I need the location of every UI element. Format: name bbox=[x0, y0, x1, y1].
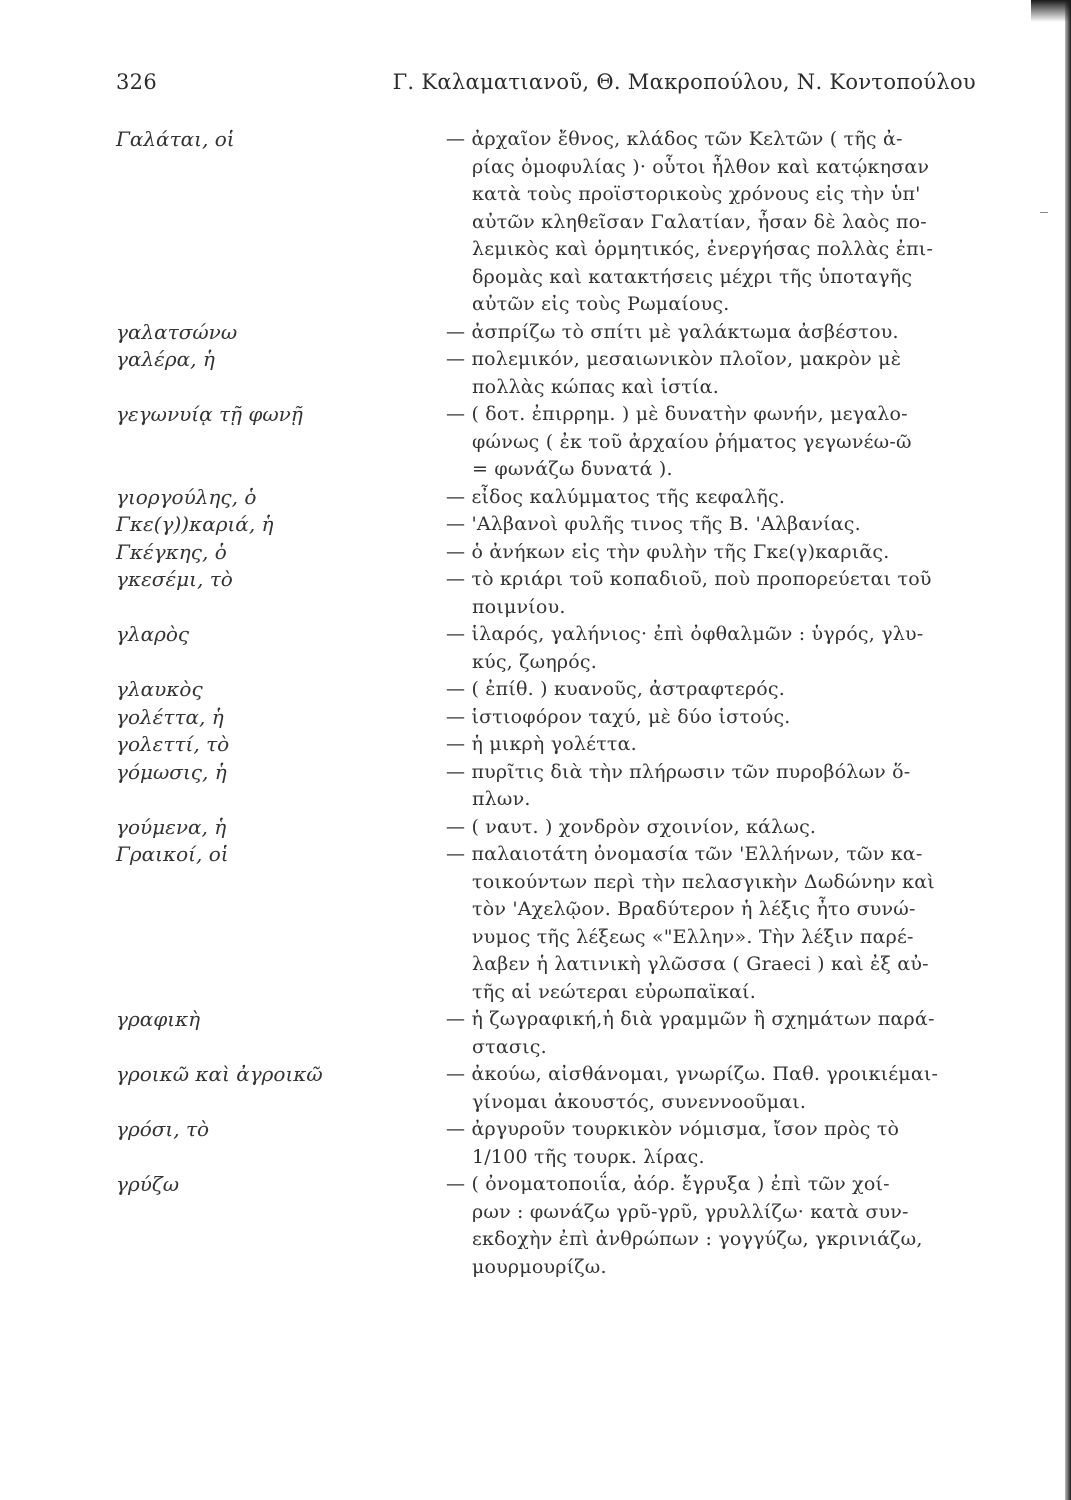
definition-line: εκδοχὴν ἐπὶ ἀνθρώπων : γογγύζω, γκρινιάζω, bbox=[472, 1228, 923, 1250]
definition-line: — ( δοτ. ἐπιρρημ. ) μὲ δυνατὴν φωνήν, μεγαλο- bbox=[446, 403, 908, 425]
definition-line: 1/100 τῆς τουρκ. λίρας. bbox=[472, 1145, 705, 1168]
definition-line: — παλαιοτάτη ὀνομασία τῶν 'Ελλήνων, τῶν κα- bbox=[446, 843, 923, 865]
entry-headword: Γαλάται, οἱ bbox=[116, 127, 235, 151]
glossary-entry bbox=[116, 1116, 980, 1171]
definition-line: — ἀρχαῖον ἔθνος, κλάδος τῶν Κελτῶν ( τῆς ἀ- bbox=[446, 128, 903, 150]
glossary-entry bbox=[116, 566, 980, 621]
definition-line: — ἱστιοφόρον ταχύ, μὲ δύο ἱστούς. bbox=[446, 705, 791, 728]
entry-definition bbox=[446, 319, 980, 347]
definition-line: μουρμουρίζω. bbox=[472, 1255, 607, 1278]
entry-definition bbox=[446, 759, 980, 814]
entry-definition bbox=[446, 566, 980, 621]
glossary-entry bbox=[116, 401, 980, 484]
glossary-entry bbox=[116, 511, 980, 539]
entry-headword: Γκέγκης, ὁ bbox=[116, 539, 227, 564]
glossary-entry bbox=[116, 814, 980, 842]
definition-line: — ἀσπρίζω τὸ σπίτι μὲ γαλάκτωμα ἀσβέστου. bbox=[446, 320, 899, 343]
running-title: Γ. Καλαματιανοῦ, Θ. Μακροπούλου, Ν. Κοντοπούλου bbox=[392, 70, 976, 94]
glossary-entry bbox=[116, 621, 980, 676]
entry-definition bbox=[446, 1006, 980, 1061]
definition-line: — πυρῖτις διὰ τὴν πλήρωσιν τῶν πυροβόλων ὅ- bbox=[446, 760, 911, 783]
definition-line: πολλὰς κώπας καὶ ἱστία. bbox=[472, 375, 719, 398]
definition-line: — ἡ μικρὴ γολέττα. bbox=[446, 733, 637, 755]
glossary-entry bbox=[116, 1171, 980, 1281]
glossary-entry bbox=[116, 759, 980, 814]
definition-line: γίνομαι ἀκουστός, συνεννοοῦμαι. bbox=[472, 1090, 807, 1113]
entry-definition bbox=[446, 539, 980, 567]
definition-line: ποιμνίου. bbox=[472, 595, 566, 618]
glossary-entry bbox=[116, 126, 980, 319]
definition-line: τοικούντων περὶ τὴν πελασγικὴν Δωδώνην καὶ bbox=[472, 870, 935, 893]
definition-line: λεμικὸς καὶ ὁρμητικός, ἐνεργήσας πολλὰς ἐπι- bbox=[472, 238, 934, 260]
entry-definition bbox=[446, 814, 980, 842]
definition-line: ρίας ὁμοφυλίας )· οὗτοι ἦλθον καὶ κατῴκησαν bbox=[472, 155, 930, 178]
definition-line: δρομὰς καὶ κατακτήσεις μέχρι τῆς ὑποταγῆς bbox=[472, 265, 913, 288]
definition-line: νυμος τῆς λέξεως «"Ελλην». Τὴν λέξιν παρέ- bbox=[472, 925, 914, 948]
definition-line: — ἀκούω, αἰσθάνομαι, γνωρίζω. Παθ. γροικιέμαι- bbox=[446, 1063, 939, 1085]
entry-headword: γρόσι, τὸ bbox=[116, 1117, 210, 1141]
definition-line: τὸν 'Αχελῷον. Βραδύτερον ἡ λέξις ἦτο συνώ- bbox=[472, 898, 916, 920]
scan-corner-shadow bbox=[1031, 0, 1071, 22]
entry-headword: Γραικοί, οἱ bbox=[116, 842, 229, 866]
entry-headword: γεγωνυίᾳ τῇ φωνῇ bbox=[116, 402, 303, 426]
definition-line: ρων : φωνάζω γρῦ-γρῦ, γρυλλίζω· κατὰ συν- bbox=[472, 1200, 909, 1223]
entry-definition bbox=[446, 401, 980, 484]
entry-headword: γρύζω bbox=[116, 1172, 180, 1196]
definition-line: τῆς αἱ νεώτεραι εὐρωπαϊκαί. bbox=[472, 980, 757, 1003]
entry-headword: γαλατσώνω bbox=[116, 319, 238, 344]
entry-definition bbox=[446, 1116, 980, 1171]
glossary-entry bbox=[116, 704, 980, 732]
glossary-entry bbox=[116, 841, 980, 1006]
glossary-entry bbox=[116, 676, 980, 704]
definition-line: — ὁ ἀνήκων εἰς τὴν φυλὴν τῆς Γκε(γ)καριᾶς. bbox=[446, 540, 890, 563]
entry-headword: Γκε(γ))καριά, ἡ bbox=[116, 512, 274, 536]
definition-line: λαβεν ἡ λατινικὴ γλῶσσα ( Graeci ) καὶ ἐξ αὐ- bbox=[472, 953, 929, 975]
definition-line: — τὸ κριάρι τοῦ κοπαδιοῦ, ποὺ προπορεύεται τοῦ bbox=[446, 568, 932, 590]
entry-definition bbox=[446, 621, 980, 676]
entry-definition bbox=[446, 841, 980, 1006]
page-header bbox=[116, 70, 976, 100]
entry-definition bbox=[446, 731, 980, 759]
glossary-entry bbox=[116, 319, 980, 347]
entry-headword: γαλέρα, ἡ bbox=[116, 347, 215, 371]
definition-line: αὐτῶν εἰς τοὺς Ρωμαίους. bbox=[472, 293, 730, 315]
glossary-entry bbox=[116, 346, 980, 401]
definition-line: — ( ναυτ. ) χονδρὸν σχοινίον, κάλως. bbox=[446, 815, 817, 838]
entry-definition bbox=[446, 676, 980, 704]
definition-line: — ἡ ζωγραφική,ἡ διὰ γραμμῶν ἢ σχημάτων παρά- bbox=[446, 1008, 935, 1030]
glossary-entries bbox=[116, 126, 980, 1281]
entry-definition bbox=[446, 511, 980, 539]
entry-headword: γολεττί, τὸ bbox=[116, 732, 230, 756]
definition-line: — εἶδος καλύμματος τῆς κεφαλῆς. bbox=[446, 485, 786, 508]
entry-headword: γροικῶ καὶ ἀγροικῶ bbox=[116, 1062, 323, 1086]
entry-definition bbox=[446, 704, 980, 732]
definition-line: — ἱλαρός, γαλήνιος· ἐπὶ ὀφθαλμῶν : ὑγρός, γλυ- bbox=[446, 623, 924, 645]
definition-line: φώνως ( ἐκ τοῦ ἀρχαίου ῥήματος γεγωνέω-ῶ bbox=[472, 430, 912, 453]
scan-edge-shadow bbox=[1065, 0, 1071, 1500]
entry-headword: γούμενα, ἡ bbox=[116, 814, 227, 839]
definition-line: αὐτῶν κληθεῖσαν Γαλατίαν, ἦσαν δὲ λαὸς πο- bbox=[472, 210, 927, 233]
definition-line: — πολεμικόν, μεσαιωνικὸν πλοῖον, μακρὸν μὲ bbox=[446, 348, 902, 370]
entry-headword: γόμωσις, ἡ bbox=[116, 759, 227, 784]
definition-line: = φωνάζω δυνατά ). bbox=[472, 458, 673, 480]
entry-headword: γλαυκὸς bbox=[116, 677, 203, 701]
entry-headword: γολέττα, ἡ bbox=[116, 704, 224, 729]
entry-headword: γιοργούλης, ὁ bbox=[116, 484, 257, 509]
entry-definition bbox=[446, 1171, 980, 1281]
entry-definition bbox=[446, 126, 980, 319]
entry-headword: γκεσέμι, τὸ bbox=[116, 567, 233, 591]
page-number: 326 bbox=[116, 70, 157, 94]
glossary-entry bbox=[116, 539, 980, 567]
definition-line: — ( ἐπίθ. ) κυανοῦς, ἀστραφτερός. bbox=[446, 678, 785, 700]
glossary-entry bbox=[116, 1006, 980, 1061]
definition-line: — ( ὀνοματοποιΐα, ἀόρ. ἔγρυξα ) ἐπὶ τῶν χοί- bbox=[446, 1173, 890, 1195]
entry-definition bbox=[446, 346, 980, 401]
definition-line: — 'Αλβανοὶ φυλῆς τινος τῆς Β. 'Αλβανίας. bbox=[446, 513, 861, 535]
definition-line: κύς, ζωηρός. bbox=[472, 650, 598, 673]
glossary-entry bbox=[116, 484, 980, 512]
entry-definition bbox=[446, 484, 980, 512]
glossary-entry bbox=[116, 731, 980, 759]
entry-headword: γλαρὸς bbox=[116, 622, 190, 646]
definition-line: πλων. bbox=[472, 788, 531, 810]
definition-line: κατὰ τοὺς προϊστορικοὺς χρόνους εἰς τὴν ὑπ' bbox=[472, 183, 921, 205]
definition-line: στασις. bbox=[472, 1035, 547, 1058]
margin-mark-dash bbox=[1040, 212, 1048, 213]
entry-headword: γραφικὴ bbox=[116, 1007, 201, 1031]
glossary-entry bbox=[116, 1061, 980, 1116]
definition-line: — ἀργυροῦν τουρκικὸν νόμισμα, ἴσον πρὸς τὸ bbox=[446, 1118, 900, 1140]
entry-definition bbox=[446, 1061, 980, 1116]
